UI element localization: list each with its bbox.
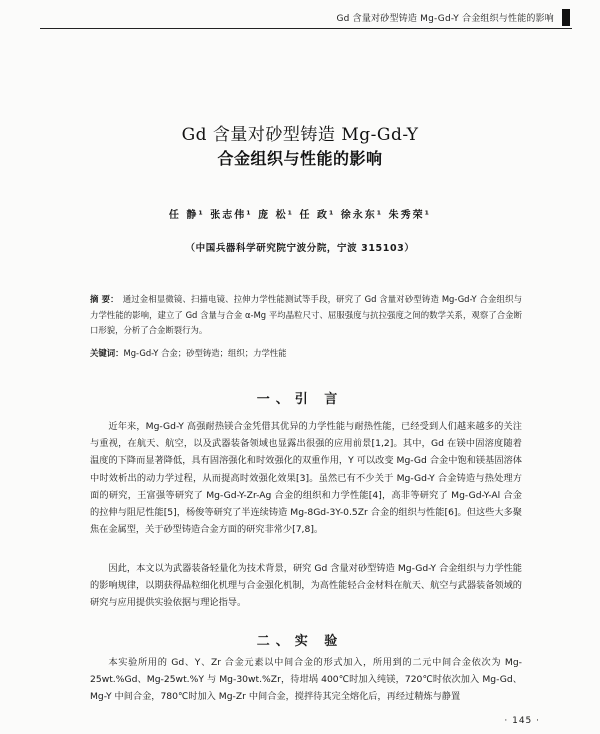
section-heading-experiment: 二、实 验: [256, 634, 344, 649]
experiment-paragraph-1: 本实验所用的 Gd、Y、Zr 合金元素以中间合金的形式加入，所用到的二元中间合金依次为 Mg-25wt.%Gd、Mg-25wt.%Y 与 Mg-30wt.%Zr，待坩埚 400℃时加入纯镁，720℃时依次加入 Mg-Gd、Mg-Y 中间合金，780℃时加入 Mg-Zr 中间合金，搅拌待其完全熔化后，再经过精炼与静置: [90, 657, 522, 703]
page-number: · 145 ·: [504, 716, 540, 726]
running-title: Gd 含量对砂型铸造 Mg-Gd-Y 合金组织与性能的影响: [336, 14, 554, 24]
abstract: [90, 292, 522, 339]
keywords-text: Mg-Gd-Y 合金；砂型铸造；组织；力学性能: [123, 348, 287, 358]
paper-title-line-1: Gd 含量对砂型铸造 Mg-Gd-Y: [181, 125, 419, 145]
affiliation: （中国兵器科学研究院宁波分院，宁波 315103）: [185, 243, 415, 254]
author-list: 任 静¹ 张志伟¹ 庞 松¹ 任 政¹ 徐永东¹ 朱秀荣¹: [168, 210, 432, 221]
abstract-text: 通过金相显微镜、扫描电镜、拉伸力学性能测试等手段，研究了 Gd 含量对砂型铸造 Mg-Gd-Y 合金组织与力学性能的影响，建立了 Gd 含量与合金 α-Mg 平均晶粒尺寸、屈服强度与抗拉强度之间的数学关系，观察了合金断口形貌，分析了合金断裂行为。: [90, 294, 522, 335]
intro-paragraph-1: 近年来，Mg-Gd-Y 高强耐热镁合金凭借其优异的力学性能与耐热性能，已经受到人们越来越多的关注与重视，在航天、航空，以及武器装备领域也显露出很强的应用前景[1,2]。其中，Gd 在镁中固溶度随着温度的下降而显著降低，具有固溶强化和时效强化的双重作用，Y 可以改变 Mg-Gd 合金中饱和镁基固溶体中时效析出的动力学过程，从而提高时效强化效果[3]。虽然已有不少关于 Mg-Gd-Y 合金铸造与热处理方面的研究，王富强等研究了 Mg-Gd-Y-Zr-Ag 合金的组织和力学性能[4]，高非等研究了 Mg-Gd-Y-Al 合金的拉伸与阻尼性能[5]，杨俊等研究了半连续铸造 Mg-8Gd-3Y-0.5Zr 合金的组织与性能[6]。但这些大多聚焦在金属型，关于砂型铸造合金方面的研究非常少[7,8]。: [90, 421, 522, 536]
intro-paragraph-2: 因此，本文以为武器装备轻量化为技术背景，研究 Gd 含量对砂型铸造 Mg-Gd-Y 合金组织与力学性能的影响规律，以期获得晶粒细化机理与合金强化机制，为高性能轻合金材料在航天、航空与武器装备领域的研究与应用提供实验依据与理论指导。: [90, 563, 522, 609]
running-header: [40, 8, 572, 29]
keywords: [90, 346, 522, 361]
abstract-label: 摘 要：: [90, 294, 119, 304]
section-heading-introduction: 一、引 言: [256, 392, 344, 407]
header-tab-mark: [562, 9, 570, 26]
paper-title-line-2: 合金组织与性能的影响: [217, 149, 383, 168]
keywords-label: 关键词：: [90, 348, 124, 358]
